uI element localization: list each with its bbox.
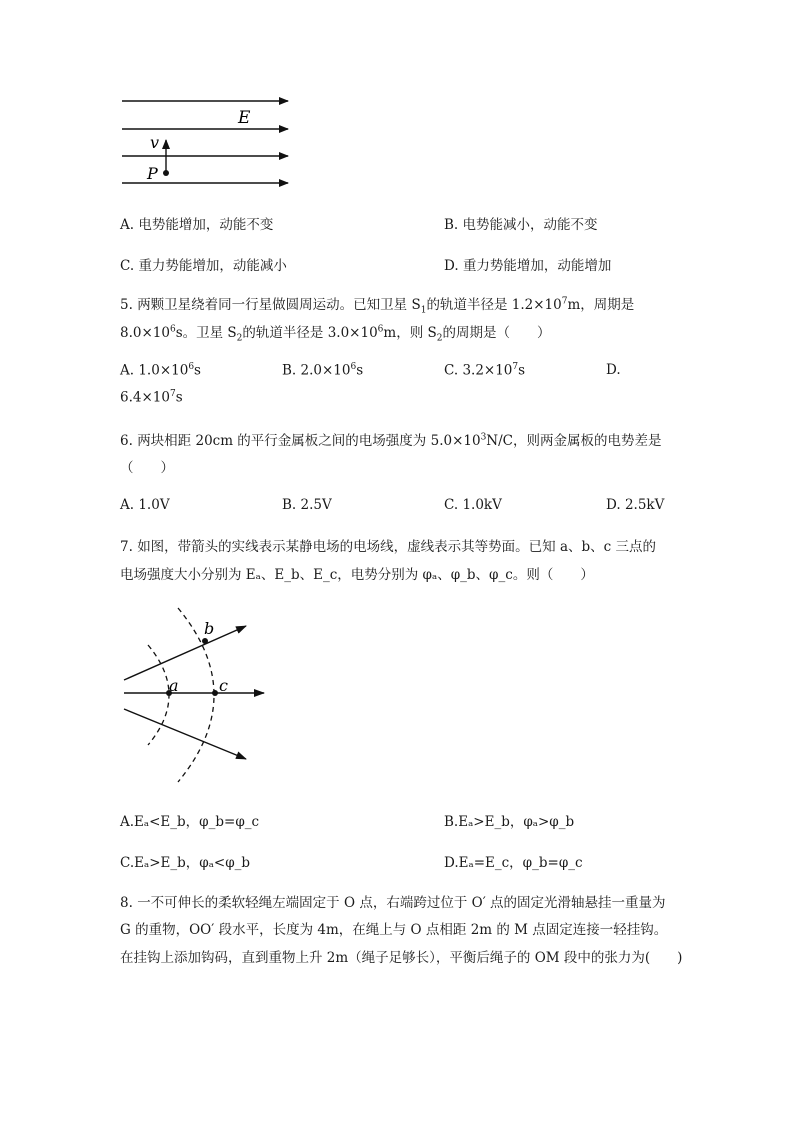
label-p: P [147,164,158,183]
q7-option-b[interactable]: B.Eₐ>E_b，φₐ>φ_b [444,814,575,830]
figure-uniform-field [118,88,294,192]
q8-stem-line1: 8. 一不可伸长的柔软轻绳左端固定于 O 点，右端跨过位于 O′ 点的固定光滑轴悬挂一重量为 [120,895,666,911]
q7-stem-line1: 7. 如图，带箭头的实线表示某静电场的电场线，虚线表示其等势面。已知 a、b、c 三点的 [120,539,657,555]
q5-stem-line2: $8.0\times 10^6s$。卫星 $S_2$的轨道半径是 $3.0\times 10^6m$，则 $S_2$的周期是（ ） [120,324,551,344]
point-c [212,690,218,696]
q4-option-a[interactable]: A. 电势能增加，动能不变 [120,217,274,233]
field-line-lower [124,709,246,759]
q6-option-c[interactable]: C. 1.0kV [444,497,502,513]
figure-field-lines-equipotentials [118,600,278,790]
label-e: E [238,108,251,128]
q7-option-c[interactable]: C.Eₐ>E_b，φₐ<φ_b [120,855,251,871]
q5-option-d-letter[interactable]: D. [606,362,621,378]
q7-option-d[interactable]: D.Eₐ=E_c，φ_b=φ_c [444,855,583,871]
q6-option-d[interactable]: D. 2.5kV [606,497,665,513]
q6-option-a[interactable]: A. 1.0V [120,497,170,513]
q6-option-b[interactable]: B. 2.5V [282,497,332,513]
q6-stem-line2: （ ） [120,460,174,476]
label-v: v [150,133,160,152]
q4-option-d[interactable]: D. 重力势能增加，动能增加 [444,258,612,274]
q7-stem-line2: 电场强度大小分别为 Eₐ、E_b、E_c，电势分别为 φₐ、φ_b、φ_c。则（ ） [120,567,594,583]
q4-option-b[interactable]: B. 电势能减小，动能不变 [444,217,598,233]
point-b [202,638,208,644]
q5-stem-line1: 5. 两颗卫星绕着同一行星做圆周运动。已知卫星 $S_1$的轨道半径是 $1.2\times 10^7m$，周期是 [120,296,635,316]
q7-option-a[interactable]: A.Eₐ<E_b，φ_b=φ_c [120,814,260,830]
q5-option-d-value[interactable]: $6.4\times 10^7s$ [120,389,183,406]
label-b: b [204,619,215,638]
q5-option-c[interactable]: C. $3.2\times 10^7s$ [444,362,526,379]
equipotential-inner [148,645,169,745]
label-a: a [169,676,179,695]
field-line-upper [124,626,246,680]
q6-stem-line1: 6. 两块相距 20cm 的平行金属板之间的电场强度为 $5.0\times 10^3N/C$，则两金属板的电势差是 [120,432,662,449]
q5-option-a[interactable]: A. $1.0\times 10^6s$ [120,362,201,379]
q8-stem-line3: 在挂钩上添加钩码，直到重物上升 2m（绳子足够长），平衡后绳子的 OM 段中的张力为( ) [120,950,683,966]
label-c: c [219,676,228,695]
point-p [163,170,169,176]
q8-stem-line2: G 的重物，OO′ 段水平，长度为 4m，在绳上与 O 点相距 2m 的 M 点固定连接一轻挂钩。 [120,922,668,938]
q5-option-b[interactable]: B. $2.0\times 10^6s$ [282,362,364,379]
q4-option-c[interactable]: C. 重力势能增加，动能减小 [120,258,287,274]
